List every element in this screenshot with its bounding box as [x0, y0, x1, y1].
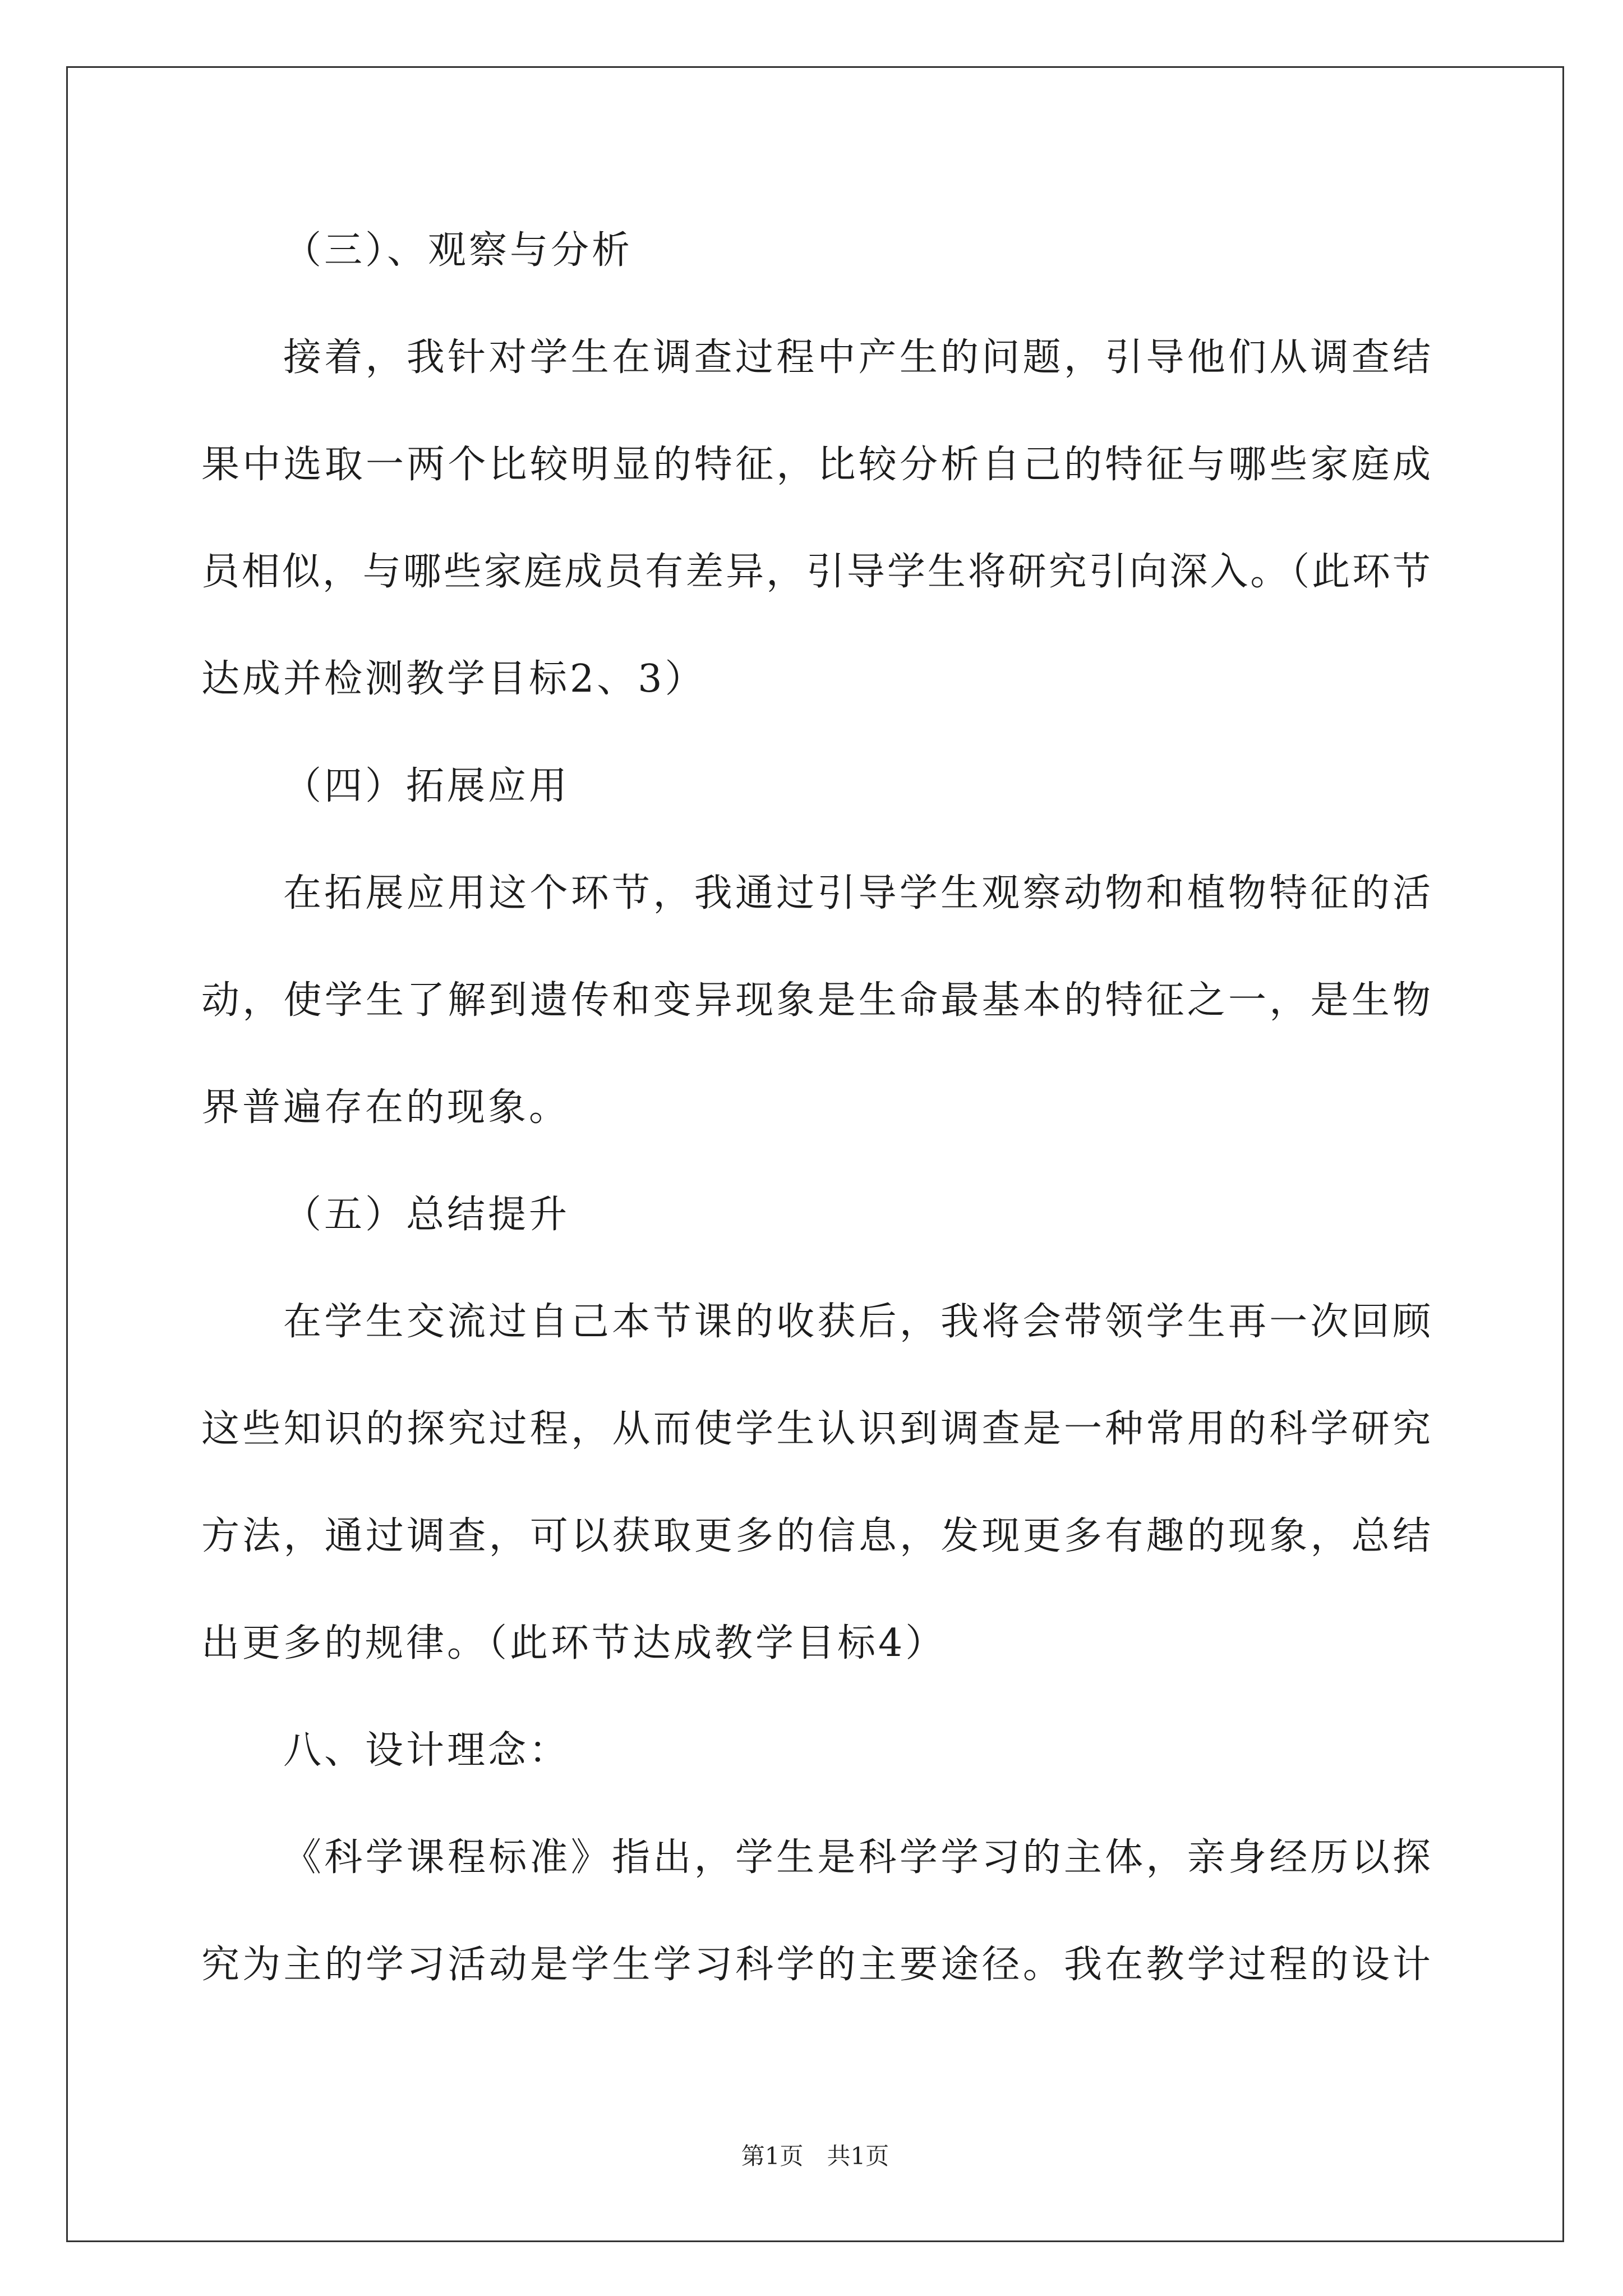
section-heading: 八、设计理念：: [283, 1728, 570, 1773]
paragraph-line: 果中选取一两个比较明显的特征，比较分析自己的特征与哪些家庭成: [201, 443, 1431, 487]
section-heading: （五）总结提升: [283, 1193, 570, 1237]
paragraph-line: 界普遍存在的现象。: [201, 1085, 570, 1130]
section-extension-application: [201, 733, 1431, 1161]
section-heading: （三）、观察与分析: [283, 228, 633, 273]
paragraph-line: 这些知识的探究过程，从而使学生认识到调查是一种常用的科学研究: [201, 1407, 1431, 1451]
paragraph-line: 动，使学生了解到遗传和变异现象是生命最基本的特征之一，是生物: [201, 978, 1431, 1023]
section-observation-analysis: [201, 197, 1431, 733]
paragraph-line: 在学生交流过自己本节课的收获后，我将会带领学生再一次回顾: [283, 1300, 1431, 1344]
paragraph-line: 接着，我针对学生在调查过程中产生的问题，引导他们从调查结: [283, 335, 1431, 380]
paragraph-line: 方法，通过调查，可以获取更多的信息，发现更多有趣的现象，总结: [201, 1514, 1431, 1558]
section-design-philosophy: [201, 1697, 1431, 2018]
paragraph-line: 达成并检测教学目标2、3）: [201, 657, 706, 701]
paragraph-line: 员相似，与哪些家庭成员有差异，引导学生将研究引向深入。（此环节: [201, 550, 1431, 594]
section-heading: （四）拓展应用: [283, 764, 570, 808]
document-body: [201, 197, 1431, 2018]
paragraph-line: 出更多的规律。（此环节达成教学目标4）: [201, 1621, 947, 1665]
section-summary: [201, 1161, 1431, 1697]
paragraph-line: 《科学课程标准》指出，学生是科学学习的主体，亲身经历以探: [283, 1835, 1431, 1880]
paragraph-line: 究为主的学习活动是学生学习科学的主要途径。我在教学过程的设计: [201, 1943, 1431, 1987]
page-number-footer: 第1页 共1页: [741, 2142, 889, 2170]
paragraph-line: 在拓展应用这个环节，我通过引导学生观察动物和植物特征的活: [283, 871, 1431, 915]
